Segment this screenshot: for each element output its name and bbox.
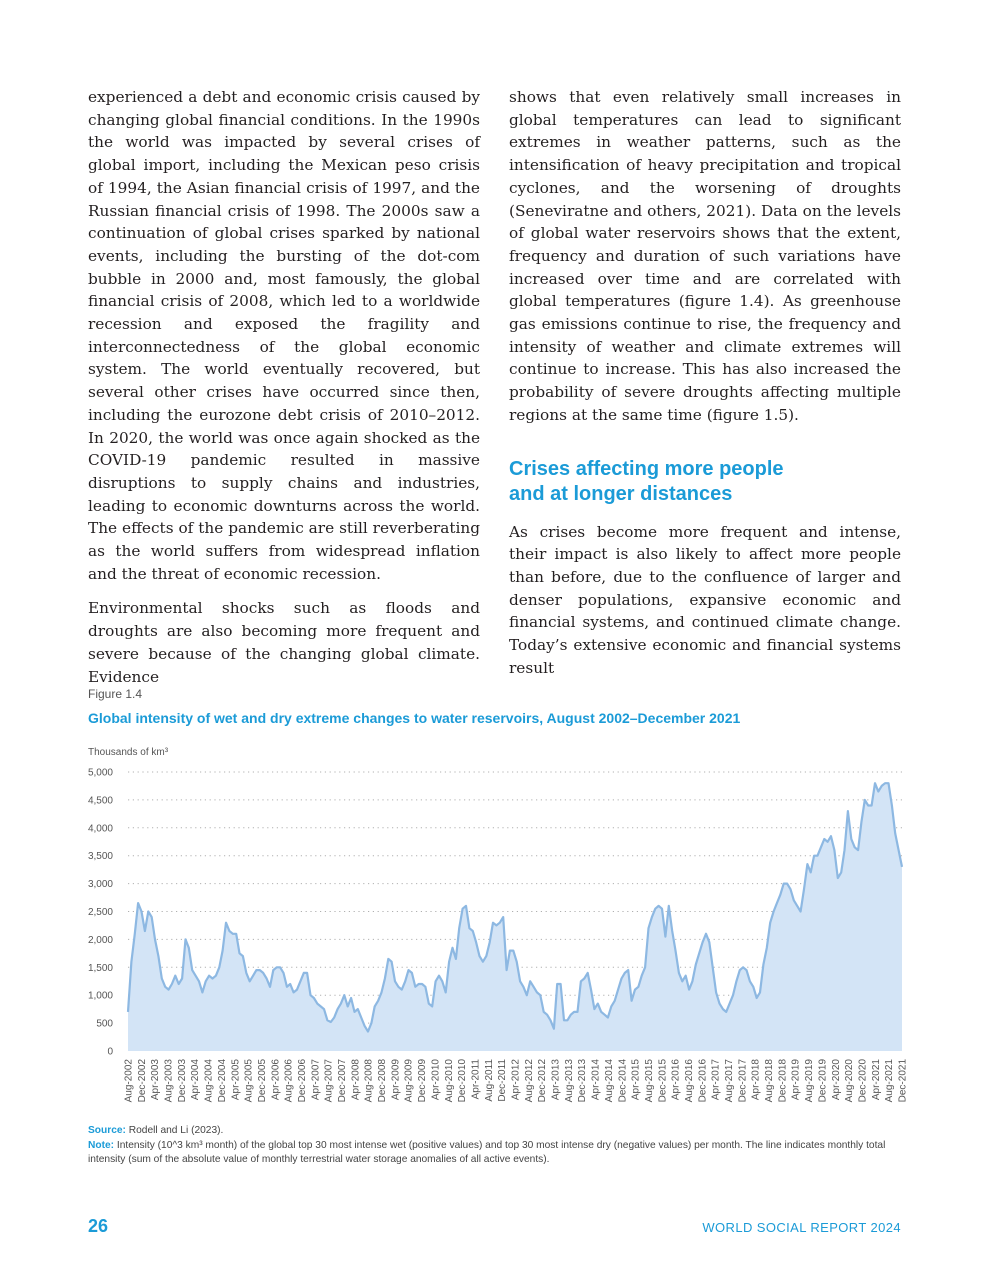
x-tick-label: Aug-2004 (203, 1059, 215, 1103)
x-tick-label: Aug-2011 (483, 1059, 495, 1102)
y-tick-label: 0 (107, 1046, 113, 1058)
x-tick-label: Apr-2009 (390, 1059, 402, 1101)
x-tick-label: Dec-2006 (297, 1059, 308, 1103)
x-tick-label: Dec-2018 (777, 1059, 789, 1103)
figure-label: Figure 1.4 (88, 687, 143, 701)
y-tick-label: 2,500 (87, 907, 113, 918)
x-tick-label: Dec-2007 (337, 1059, 348, 1103)
water-intensity-area-chart (80, 740, 910, 1115)
y-tick-label: 500 (96, 1018, 113, 1030)
x-tick-label: Dec-2010 (457, 1059, 469, 1103)
x-tick-label: Aug-2006 (283, 1059, 295, 1103)
report-name: WORLD SOCIAL REPORT 2024 (702, 1220, 901, 1235)
x-tick-label: Apr-2004 (190, 1059, 202, 1101)
x-tick-label: Apr-2014 (590, 1059, 602, 1101)
x-tick-label: Apr-2005 (230, 1059, 242, 1101)
x-tick-label: Apr-2011 (470, 1059, 482, 1100)
x-tick-label: Apr-2016 (670, 1059, 682, 1101)
x-tick-label: Aug-2017 (724, 1059, 735, 1103)
x-tick-label: Aug-2005 (243, 1059, 255, 1103)
x-tick-label: Aug-2016 (684, 1059, 695, 1103)
section-heading (509, 457, 901, 507)
source-line (88, 1124, 908, 1139)
x-tick-label: Apr-2018 (750, 1059, 762, 1101)
x-tick-label: Apr-2010 (430, 1059, 442, 1101)
figure-source-note (88, 1124, 908, 1168)
body-paragraph: As crises become more frequent and intense, their impact is also likely to affect more people than before, due to the confluence of larger and denser populations, expansive economic and financial systems, and continued climate change. Today’s extensive economic and financial systems result (509, 522, 901, 677)
x-tick-label: Apr-2019 (790, 1059, 802, 1101)
x-tick-label: Dec-2009 (417, 1059, 429, 1103)
page-number: 26 (88, 1216, 109, 1236)
x-tick-label: Dec-2017 (737, 1059, 749, 1103)
body-paragraph: Environmental shocks such as floods and droughts are also becoming more frequent and severe because of the changing global climate. Evidence (88, 599, 480, 686)
intensity-area (128, 783, 902, 1051)
x-tick-label: Dec-2003 (176, 1059, 188, 1103)
section-heading-line-1: Crises affecting more people (509, 457, 784, 480)
x-tick-label: Dec-2015 (657, 1059, 669, 1103)
x-tick-label: Dec-2016 (697, 1059, 709, 1103)
note-text: Intensity (10^3 km³ month) of the global top 30 most intense wet (positive values) and top 30 most intense dry (negative values) per month. The line indicates monthly total intensity (sum of the absolute value of monthly terrestrial water storage anomalies of all active events). (88, 1139, 886, 1165)
x-tick-label: Dec-2020 (857, 1059, 869, 1103)
y-tick-label: 1,000 (87, 990, 113, 1002)
x-tick-label: Apr-2013 (550, 1059, 562, 1101)
x-tick-label: Aug-2003 (163, 1059, 175, 1103)
x-tick-label: Dec-2004 (216, 1059, 228, 1103)
body-paragraph: shows that even relatively small increases in global temperatures can lead to significant extremes in weather patterns, such as the intensification of heavy precipitation and tropical cyclones, and the worsening of droughts (Seneviratne and others, 2021). Data on the levels of global water reservoirs shows that the extent, frequency and duration of such variations have increased over time and are correlated with global temperatures (figure 1.4). As greenhouse gas emissions continue to rise, the frequency and intensity of weather and climate extremes will continue to increase. This has also increased the probability of severe droughts affecting multiple regions at the same time (figure 1.5). (509, 88, 901, 424)
x-tick-label: Apr-2006 (270, 1059, 282, 1101)
body-paragraph: experienced a debt and economic crisis caused by changing global financial conditions. In the 1990s the world was impacted by several crises of global import, including the Mexican peso crisis of 1994, the Asian financial crisis of 1997, and the Russian financial crisis of 1998. The 2000s saw a continuation of global crises sparked by national events, including the bursting of the dot-com bubble in 2000 and, most famously, the global financial crisis of 2008, which led to a worldwide recession and exposed the fragility and interconnectedness of the global economic system. The world eventually recovered, but several other crises have occurred since then, including the eurozone debt crisis of 2010–2012. In 2020, the world was once again shocked as the COVID-19 pandemic resulted in massive disruptions to supply chains and industries, leading to economic downturns across the world. The effects of the pandemic are still reverberating as the world suffers from widespread inflation and the threat of economic recession. (88, 88, 480, 583)
y-tick-label: 1,500 (87, 962, 113, 974)
x-tick-label: Dec-2012 (537, 1059, 549, 1103)
section-heading-line-2: and at longer distances (509, 482, 733, 505)
x-tick-label: Dec-2013 (577, 1059, 589, 1103)
x-tick-label: Dec-2005 (256, 1059, 268, 1103)
x-tick-label: Dec-2021 (897, 1059, 909, 1103)
x-tick-label: Apr-2015 (630, 1059, 642, 1101)
x-tick-label: Apr-2003 (150, 1059, 162, 1101)
x-tick-label: Apr-2020 (830, 1059, 842, 1101)
y-tick-label: 3,000 (87, 879, 113, 891)
x-tick-label: Aug-2021 (884, 1059, 896, 1103)
x-tick-label: Aug-2010 (443, 1059, 455, 1103)
note-line (88, 1139, 908, 1168)
y-axis-label: Thousands of km³ (88, 747, 169, 758)
x-tick-label: Aug-2008 (363, 1059, 375, 1103)
x-tick-label: Aug-2019 (804, 1059, 816, 1103)
left-text-column (88, 86, 480, 700)
x-tick-label: Aug-2012 (523, 1059, 535, 1103)
x-tick-label: Aug-2013 (563, 1059, 575, 1103)
y-tick-label: 5,000 (87, 767, 113, 779)
x-tick-label: Apr-2012 (510, 1059, 522, 1101)
note-label: Note: (88, 1139, 115, 1151)
y-tick-label: 4,000 (87, 823, 113, 835)
x-tick-label: Dec-2011 (497, 1059, 509, 1102)
x-tick-label: Aug-2014 (603, 1059, 615, 1103)
x-tick-label: Dec-2019 (817, 1059, 829, 1103)
x-tick-label: Aug-2018 (764, 1059, 776, 1103)
x-tick-label: Dec-2014 (617, 1059, 629, 1103)
figure-title: Global intensity of wet and dry extreme changes to water reservoirs, August 2002–December 2021 (88, 710, 741, 726)
x-tick-label: Apr-2008 (350, 1059, 362, 1101)
y-tick-label: 3,500 (87, 851, 113, 863)
x-tick-label: Apr-2021 (870, 1059, 882, 1101)
source-label: Source: (88, 1125, 126, 1136)
x-tick-label: Dec-2002 (136, 1059, 148, 1103)
right-text-column (509, 86, 901, 691)
x-tick-label: Apr-2017 (710, 1059, 722, 1101)
y-tick-label: 4,500 (87, 795, 113, 807)
x-tick-label: Aug-2007 (323, 1059, 335, 1103)
x-tick-label: Aug-2020 (844, 1059, 856, 1103)
x-tick-label: Aug-2009 (403, 1059, 415, 1103)
x-tick-label: Dec-2008 (377, 1059, 389, 1103)
y-tick-label: 2,000 (87, 934, 113, 946)
x-tick-label: Aug-2015 (643, 1059, 655, 1103)
source-text: Rodell and Li (2023). (125, 1125, 224, 1136)
x-tick-label: Aug-2002 (123, 1059, 135, 1103)
x-tick-label: Apr-2007 (310, 1059, 322, 1101)
